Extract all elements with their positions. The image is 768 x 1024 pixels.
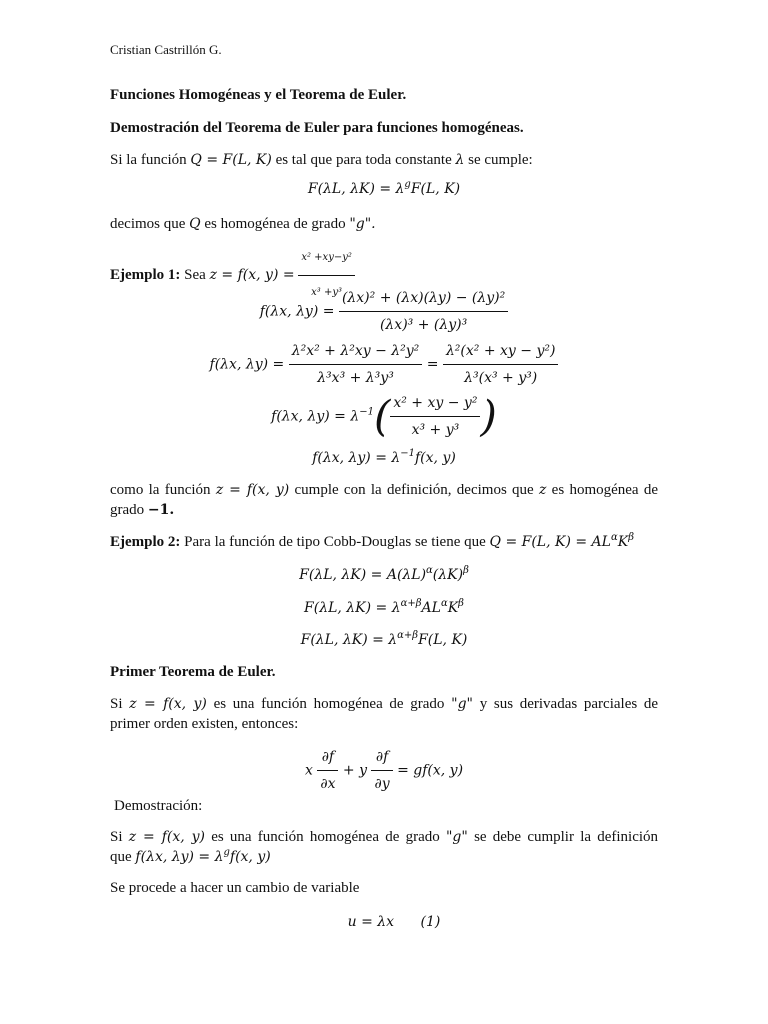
- change-of-variable: Se procede a hacer un cambio de variable: [110, 880, 360, 896]
- ex2-eq3-exp: α+β: [397, 630, 419, 641]
- concl-line2: grado: [110, 502, 145, 518]
- ex2-eq1-alpha: α: [426, 565, 433, 576]
- ex2-eq1-mid: (λK): [432, 567, 464, 583]
- euler-dy: ∂y: [374, 776, 390, 792]
- homog-g: "g".: [349, 216, 376, 232]
- euler-equation: [0, 746, 768, 795]
- ex1-eq3-fraction: [390, 392, 480, 441]
- proof-pre: Si: [110, 829, 123, 845]
- concl-z: z: [539, 482, 547, 498]
- intro-paragraph: [110, 150, 533, 170]
- example1-label: Ejemplo 1:: [110, 266, 181, 283]
- sub-eq-u: u = λx: [347, 914, 395, 930]
- sub-eq-number: (1): [420, 914, 441, 930]
- theorem-line1: [110, 694, 658, 714]
- proof-g: "g": [445, 829, 468, 845]
- ex1-eq2-num2: λ²(x² + xy − y²): [443, 340, 559, 365]
- ex2-eq3-rhs: F(L, K): [418, 632, 468, 648]
- section-subtitle: Demostración del Teorema de Euler para funciones homogéneas.: [110, 120, 524, 136]
- substitution-equation: [0, 911, 768, 933]
- proof-line2-pre: que: [110, 849, 132, 865]
- homog-q: Q: [189, 216, 201, 232]
- right-paren: ): [480, 391, 497, 441]
- ex2-eq2-alpha: α: [440, 598, 448, 609]
- ex1-eq2-num1: λ²x² + λ²xy − λ²y²: [289, 340, 423, 365]
- ex2-math-main: Q = F(L, K) = AL: [489, 534, 611, 550]
- def-eq-rhs: F(L, K): [410, 181, 461, 197]
- ex1-eq1-lhs: f(λx, λy) =: [259, 303, 335, 320]
- proof-math: z = f(x, y): [128, 829, 205, 845]
- example2-math: [490, 534, 634, 550]
- example1-lhs: z = f(x, y) =: [209, 266, 295, 283]
- example1-conclusion-line1: [110, 480, 658, 500]
- ex1-eq3-num: x² + xy − y²: [390, 392, 480, 417]
- ex2-eq2-mid: AL: [421, 600, 441, 616]
- ex2-k: K: [617, 534, 629, 550]
- ex2-eq2-lhs: F(λL, λK) = λ: [304, 600, 401, 616]
- thm-post: y sus derivadas parciales de: [479, 696, 659, 712]
- example2-eq3: [0, 629, 768, 651]
- ex2-eq2-exp: α+β: [400, 598, 422, 609]
- ex2-eq3-lhs: F(λL, λK) = λ: [300, 632, 398, 648]
- ex2-eq2-k: K: [447, 600, 459, 616]
- theorem-heading: Primer Teorema de Euler.: [110, 664, 276, 680]
- homog-pre: decimos que: [110, 216, 186, 232]
- definition-equation: [0, 178, 768, 200]
- concl-post: es homogénea de: [551, 482, 659, 498]
- proof-line1: [110, 827, 658, 847]
- intro-post2: se cumple:: [468, 152, 533, 168]
- proof-line2-exp: g: [223, 847, 230, 858]
- concl-degree: −1.: [147, 502, 175, 518]
- thm-pre: Si: [110, 696, 123, 712]
- ex1-eq2-equals: =: [426, 356, 439, 373]
- example1-eq2: [0, 340, 768, 389]
- example1-den: x³ +y³: [311, 287, 343, 298]
- example2-intro: [110, 532, 634, 552]
- left-paren: (: [373, 391, 391, 441]
- ex2-eq1-beta: β: [463, 565, 469, 576]
- proof-post: se debe cumplir la definición: [474, 829, 659, 845]
- euler-dx: ∂x: [320, 776, 336, 792]
- thm-math: z = f(x, y): [129, 696, 207, 712]
- concl-math: z = f(x, y): [215, 482, 290, 498]
- homogeneous-statement: [110, 214, 376, 234]
- example1-conclusion-line2: [110, 500, 174, 520]
- example2-text: Para la función de tipo Cobb-Douglas se tiene que: [184, 534, 486, 550]
- ex1-eq3-lhs: f(λx, λy) = λ: [271, 408, 360, 425]
- example1-eq3: [0, 392, 768, 441]
- ex1-eq2-den2: λ³(x³ + y³): [464, 370, 538, 386]
- euler-fraction-x: [317, 746, 338, 795]
- proof-line2-rhs: f(x, y): [229, 849, 271, 865]
- ex1-eq2-den1: λ³x³ + λ³y³: [317, 370, 394, 386]
- intro-math: Q = F(L, K): [190, 152, 272, 168]
- proof-line2: [110, 847, 271, 867]
- proof-line2-math: [135, 849, 270, 865]
- euler-x: x: [304, 762, 313, 779]
- ex1-eq1-num: (λx)² + (λx)(λy) − (λy)²: [339, 287, 508, 312]
- ex1-eq2-fraction1: [289, 340, 423, 389]
- example2-eq2: [0, 597, 768, 619]
- proof-heading: Demostración:: [114, 798, 203, 814]
- ex1-eq3-exp: −1: [359, 406, 374, 418]
- concl-mid: cumple con la definición, decimos que: [294, 482, 534, 498]
- example2-eq1: [0, 564, 768, 586]
- document-title: Funciones Homogéneas y el Teorema de Euler.: [110, 87, 407, 103]
- ex2-beta: β: [628, 532, 634, 543]
- proof-mid: es una función homogénea de grado: [211, 829, 440, 845]
- ex1-eq1-fraction: [339, 287, 508, 336]
- euler-fraction-y: [371, 746, 392, 795]
- concl-pre: como la función: [110, 482, 211, 498]
- example1-eq4: [0, 447, 768, 469]
- intro-lambda: λ: [455, 152, 465, 168]
- ex1-eq2-fraction2: [443, 340, 559, 389]
- ex2-alpha: α: [610, 532, 618, 543]
- ex1-eq2-lhs: f(λx, λy) =: [209, 356, 285, 373]
- def-eq-exp: g: [404, 179, 411, 190]
- def-eq-lhs: F(λL, λK) = λ: [307, 181, 405, 197]
- theorem-line2: primer orden existen, entonces:: [110, 716, 299, 732]
- intro-post: es tal que para toda constante: [275, 152, 452, 168]
- example1-pre: Sea: [184, 266, 206, 283]
- ex2-eq1-lhs: F(λL, λK) = A(λL): [299, 567, 427, 583]
- ex1-eq3-den: x³ + y³: [411, 422, 460, 438]
- intro-pre: Si la función: [110, 152, 187, 168]
- ex1-eq1-den: (λx)³ + (λy)³: [379, 317, 468, 333]
- example2-label: Ejemplo 2:: [110, 534, 181, 550]
- euler-rhs: = gf(x, y): [397, 762, 464, 779]
- ex1-eq4-lhs: f(λx, λy) = λ: [312, 450, 401, 466]
- ex1-eq4-exp: −1: [400, 448, 415, 459]
- homog-mid: es homogénea de grado: [204, 216, 346, 232]
- proof-line2-lhs: f(λx, λy) = λ: [135, 849, 224, 865]
- euler-df2: ∂f: [371, 746, 392, 771]
- ex1-eq4-rhs: f(x, y): [415, 450, 456, 466]
- example1-eq1: [0, 287, 768, 336]
- euler-df1: ∂f: [317, 746, 338, 771]
- thm-mid: es una función homogénea de grado: [213, 696, 445, 712]
- ex2-eq2-beta: β: [458, 598, 464, 609]
- thm-g: "g": [451, 696, 473, 712]
- euler-plus-y: + y: [342, 762, 368, 779]
- example1-num: x² +xy−y²: [298, 243, 355, 276]
- page-header-author: Cristian Castrillón G.: [110, 42, 222, 57]
